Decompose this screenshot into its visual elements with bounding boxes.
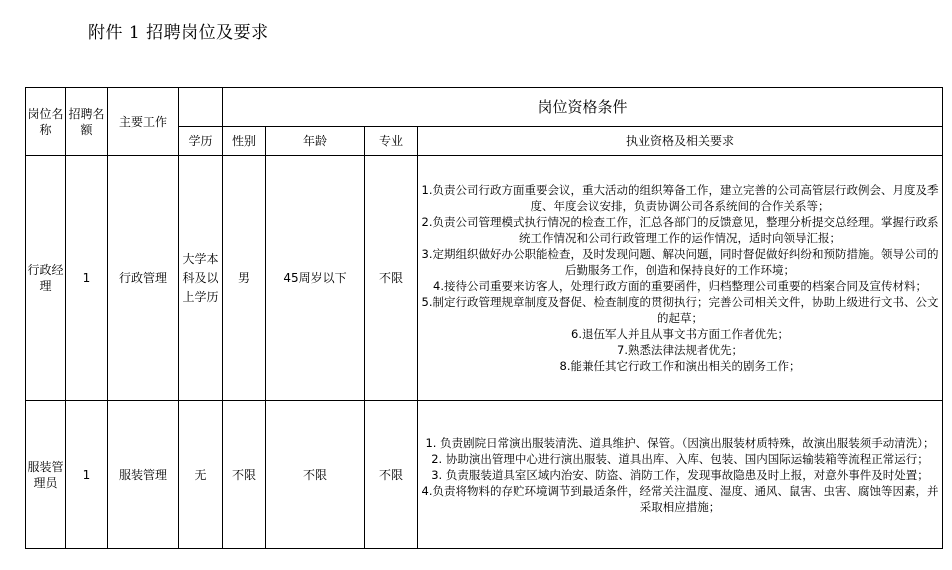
recruitment-table	[25, 87, 943, 549]
cell-major: 不限	[365, 401, 418, 549]
requirement-item: 3.定期组织做好办公职能检查，及时发现问题、解决问题，同时督促做好纠纷和预防措施。领导公司的后勤服务工作，创造和保持良好的工作环境；	[421, 247, 939, 277]
requirement-item: 3. 负责服装道具室区域内治安、防盗、消防工作，发现事故隐患及时上报，对意外事件及时处置；	[431, 467, 929, 482]
cell-age: 45周岁以下	[266, 156, 365, 401]
cell-education: 大学本科及以上学历	[179, 156, 223, 401]
cell-position: 服装管理员	[26, 401, 66, 549]
cell-gender: 男	[223, 156, 266, 401]
requirement-item: 4.接待公司重要来访客人，处理行政方面的重要函件，归档整理公司重要的档案合同及宣传材料；	[433, 279, 927, 293]
cell-quota: 1	[66, 401, 108, 549]
requirement-item: 5.制定行政管理规章制度及督促、检查制度的贯彻执行；完善公司相关文件，协助上级进行文书、公文的起草；	[421, 295, 939, 325]
header-requirements: 执业资格及相关要求	[418, 127, 943, 156]
requirement-item: 1.负责公司行政方面重要会议，重大活动的组织筹备工作，建立完善的公司高管层行政例会、月度及季度、年度会议安排，负责协调公司各系统间的合作关系等；	[421, 183, 939, 213]
document-title: 附件 1 招聘岗位及要求	[88, 23, 269, 43]
cell-requirements	[418, 401, 943, 549]
cell-main-work: 服装管理	[108, 401, 179, 549]
cell-major: 不限	[365, 156, 418, 401]
requirement-item: 2.负责公司管理模式执行情况的检查工作，汇总各部门的反馈意见，整理分析提交总经理。掌握行政系统工作情况和公司行政管理工作的运作情况，适时向领导汇报；	[421, 215, 939, 245]
requirement-item: 4.负责将物料的存贮环境调节到最适条件，经常关注温度、湿度、通风、鼠害、虫害、腐蚀等因素，并采取相应措施；	[421, 483, 939, 514]
header-education: 学历	[179, 127, 223, 156]
cell-age: 不限	[266, 401, 365, 549]
header-gender: 性别	[223, 127, 266, 156]
requirement-item: 7.熟悉法律法规者优先；	[617, 343, 743, 357]
header-age: 年龄	[266, 127, 365, 156]
cell-main-work: 行政管理	[108, 156, 179, 401]
requirement-item: 2. 协助演出管理中心进行演出服装、道具出库、入库、包装、国内国际运输装箱等流程正常运行；	[431, 451, 929, 466]
cell-position: 行政经理	[26, 156, 66, 401]
cell-education: 无	[179, 401, 223, 549]
table-row	[26, 401, 943, 549]
cell-gender: 不限	[223, 401, 266, 549]
cell-quota: 1	[66, 156, 108, 401]
requirement-item: 8.能兼任其它行政工作和演出相关的剧务工作；	[559, 359, 801, 373]
header-main-work: 主要工作	[108, 88, 179, 156]
header-qualification-group: 岗位资格条件	[223, 88, 943, 127]
header-position: 岗位名称	[26, 88, 66, 156]
header-major: 专业	[365, 127, 418, 156]
header-quota: 招聘名额	[66, 88, 108, 156]
requirement-item: 6.退伍军人并且从事文书方面工作者优先；	[571, 327, 789, 341]
header-blank	[179, 88, 223, 127]
requirement-item: 1. 负责剧院日常演出服装清洗、道具维护、保管。（因演出服装材质特殊，故演出服装须手动清洗）；	[425, 435, 935, 450]
table-row	[26, 156, 943, 401]
cell-requirements	[418, 156, 943, 401]
